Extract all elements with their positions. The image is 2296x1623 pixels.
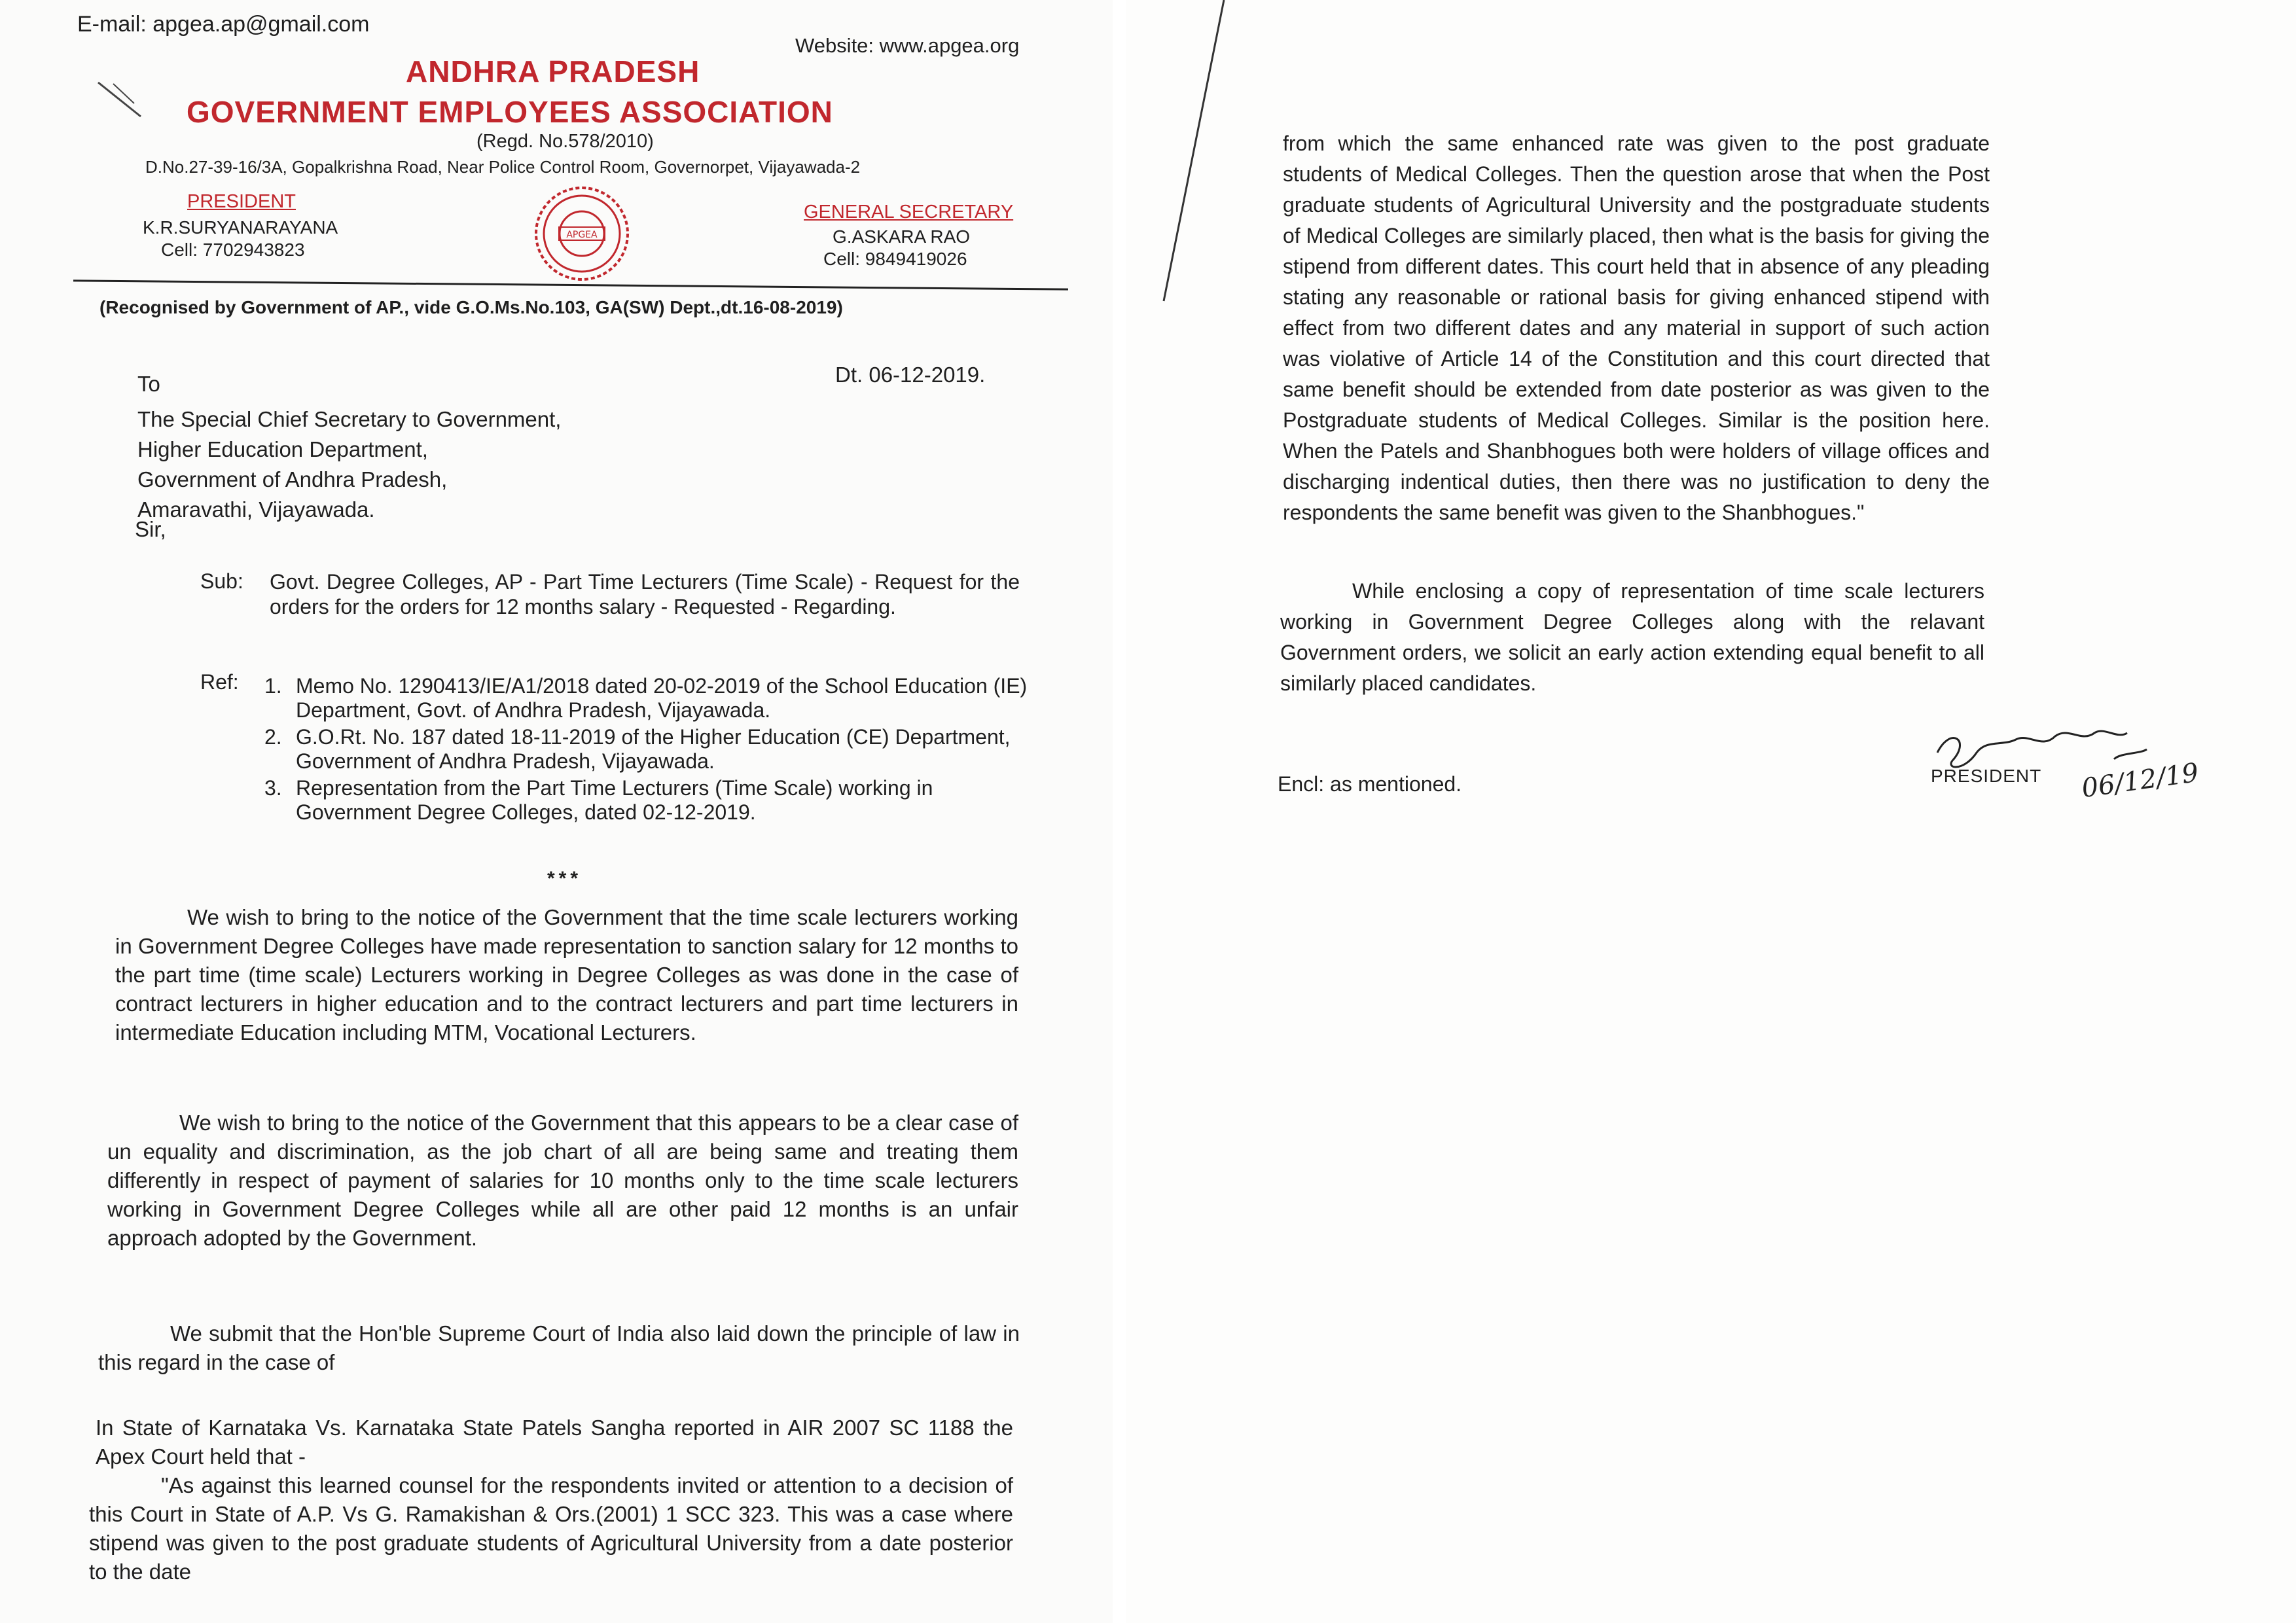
org-address: D.No.27-39-16/3A, Gopalkrishna Road, Near Police Control Room, Governorpet, Vijayawada-2 bbox=[145, 157, 861, 177]
org-name-line2: GOVERNMENT EMPLOYEES ASSOCIATION bbox=[187, 95, 833, 129]
org-name-line1: ANDHRA PRADESH bbox=[406, 54, 700, 88]
subject-text: Govt. Degree Colleges, AP - Part Time Lecturers (Time Scale) - Request for the orders for the orders for 12 months salary - Requested - Regarding. bbox=[270, 570, 1020, 618]
seal-icon bbox=[521, 185, 643, 283]
addressee-line: Higher Education Department, bbox=[137, 437, 428, 461]
body-paragraph-1: We wish to bring to the notice of the Government that the time scale lecturers working in Government Degree Colleges have made representation to sanction salary for 12 months to the part time (time scale) Lecturers working in Degree Colleges as was done in the case of contract lecturers in higher education and to the contract lecturers and part time lecturers in intermediate Education including MTM, Vocational Lecturers. bbox=[115, 905, 1018, 1044]
registration-number: (Regd. No.578/2010) bbox=[476, 131, 654, 152]
enclosure-note: Encl: as mentioned. bbox=[1278, 772, 1462, 796]
scan-artifact-line bbox=[1152, 0, 1230, 308]
addressee-line: Government of Andhra Pradesh, bbox=[137, 467, 448, 491]
body-paragraph-3: We submit that the Hon'ble Supreme Court of India also laid down the principle of law in this regard in the case of bbox=[98, 1321, 1020, 1374]
to-label: To bbox=[137, 372, 160, 396]
addressee-line: Amaravathi, Vijayawada. bbox=[137, 497, 375, 522]
letter-page-1 bbox=[0, 0, 1113, 1623]
header-website: Website: www.apgea.org bbox=[795, 34, 1020, 57]
reference-item bbox=[264, 725, 1030, 774]
reference-number: 3. bbox=[264, 776, 282, 800]
reference-text: Memo No. 1290413/IE/A1/2018 dated 20-02-2019 of the School Education (IE) Department, Govt. of Andhra Pradesh, Vijayawada. bbox=[296, 674, 1028, 722]
reference-item bbox=[264, 674, 1030, 722]
president-cell: Cell: 7702943823 bbox=[161, 240, 305, 260]
general-secretary-name: G.ASKARA RAO bbox=[833, 226, 971, 247]
general-secretary-cell: Cell: 9849419026 bbox=[823, 249, 967, 269]
reference-label: Ref: bbox=[200, 670, 239, 694]
header-email: E-mail: apgea.ap@gmail.com bbox=[77, 12, 370, 37]
quoted-judgment-part-2: from which the same enhanced rate was given to the post graduate students of Medical Colleges. Then the question arose that when the Post graduate students of Agricultural University and the postgraduate students of Medical Colleges are similarly placed, then what is the basis for giving the stipend from different dates. This court held that in absence of any pleading stating any reasonable or rational basis for giving enhanced stipend with effect from two different dates and any material in support of such action was violative of Article 14 of the Constitution and this court directed that same benefit should be extended from date posterior as was given to the Postgraduate students of Medical Colleges. Similar is the position here. When the Patels and Shanbhogues both were holders of village offices and discharging indentical duties, then there was no justification to deny the respondents the same benefit was given to the Shanbhogues." bbox=[1283, 132, 1990, 524]
reference-number: 1. bbox=[264, 674, 282, 698]
closing-paragraph: While enclosing a copy of representation of time scale lecturers working in Government Degree Colleges along with the relavant Government orders, we solicit an early action extending equal benefit to all similarly placed candidates. bbox=[1280, 579, 1984, 695]
reference-number: 2. bbox=[264, 725, 282, 749]
president-title: PRESIDENT bbox=[187, 191, 296, 212]
reference-list bbox=[264, 674, 1030, 825]
reference-item bbox=[264, 776, 1030, 825]
body-paragraph-4: In State of Karnataka Vs. Karnataka State Patels Sangha reported in AIR 2007 SC 1188 the Apex Court held that - bbox=[96, 1416, 1013, 1469]
recognition-line: (Recognised by Government of AP., vide G.O.Ms.No.103, GA(SW) Dept.,dt.16-08-2019) bbox=[99, 297, 843, 317]
body-paragraph-2: We wish to bring to the notice of the Government that this appears to be a clear case of un equality and discrimination, as the job chart of all are being same and treating them differently in respect of payment of salaries for 10 months only to the time scale lecturers working in Government Degree Colleges while all are other paid 12 months is an unfair approach adopted by the Government. bbox=[107, 1111, 1018, 1250]
president-signature bbox=[1924, 713, 2200, 805]
reference-text: G.O.Rt. No. 187 dated 18-11-2019 of the Higher Education (CE) Department, Government of Andhra Pradesh, Vijayawada. bbox=[296, 725, 1011, 773]
subject-label: Sub: bbox=[200, 569, 243, 593]
signature-date: 06/12/19 bbox=[2079, 757, 2200, 804]
quoted-judgment-part-1: "As against this learned counsel for the respondents invited or attention to a decision of this Court in State of A.P. Vs G. Ramakishan & Ors.(2001) 1 SCC 323. This was a case where stipend was given to the post graduate students of Agricultural University from a date posterior to the date bbox=[89, 1473, 1013, 1584]
addressee-line: The Special Chief Secretary to Government, bbox=[137, 407, 562, 431]
addressee-block bbox=[137, 404, 561, 525]
salutation: Sir, bbox=[135, 517, 166, 541]
separator: *** bbox=[547, 868, 583, 889]
letter-page-2 bbox=[1126, 0, 2296, 1623]
general-secretary-title: GENERAL SECRETARY bbox=[804, 202, 1014, 223]
association-seal bbox=[521, 185, 643, 283]
letter-date: Dt. 06-12-2019. bbox=[835, 363, 986, 387]
reference-text: Representation from the Part Time Lecturers (Time Scale) working in Government Degree Colleges, dated 02-12-2019. bbox=[296, 776, 933, 824]
svg-text:APGEA: APGEA bbox=[566, 230, 598, 240]
signature-title: PRESIDENT bbox=[1931, 766, 2042, 786]
pen-mark-icon bbox=[95, 77, 147, 123]
president-name: K.R.SURYANARAYANA bbox=[143, 217, 338, 238]
